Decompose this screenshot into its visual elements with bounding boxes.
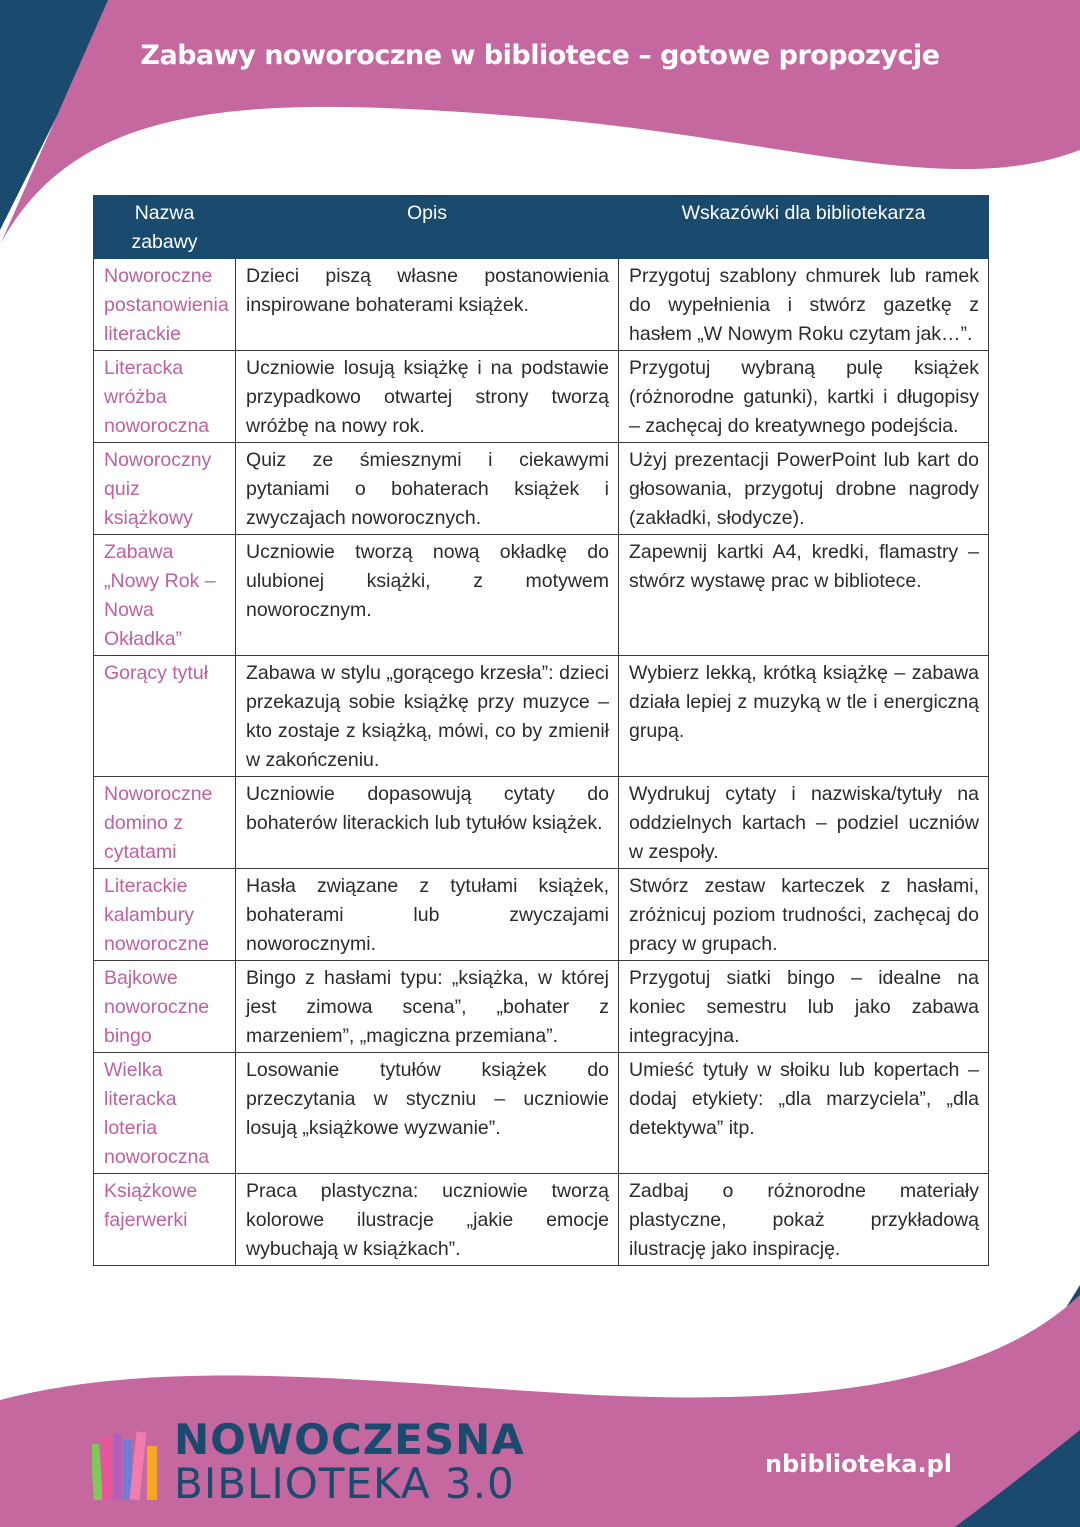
librarian-tips: Użyj prezentacji PowerPoint lub kart do głosowania, przygotuj drobne nagrody (zakładki, słodycze). (619, 443, 989, 535)
book-spines-icon (92, 1430, 164, 1502)
table-row (94, 1174, 989, 1266)
librarian-tips: Przygotuj wybraną pulę książek (różnorodne gatunki), kartki i długopisy – zachęcaj do kreatywnego podejścia. (619, 351, 989, 443)
game-name: Noworoczne postanowienia literackie (94, 259, 236, 351)
column-header-description: Opis (236, 196, 619, 259)
table-row (94, 656, 989, 777)
librarian-tips: Zadbaj o różnorodne materiały plastyczne, pokaż przykładową ilustrację jako inspirację. (619, 1174, 989, 1266)
column-header-tips: Wskazówki dla bibliotekarza (619, 196, 989, 259)
librarian-tips: Przygotuj siatki bingo – idealne na koniec semestru lub jako zabawa integracyjna. (619, 961, 989, 1053)
game-description: Hasła związane z tytułami książek, bohaterami lub zwyczajami noworocznymi. (236, 869, 619, 961)
librarian-tips: Zapewnij kartki A4, kredki, flamastry – stwórz wystawę prac w bibliotece. (619, 535, 989, 656)
librarian-tips: Umieść tytuły w słoiku lub kopertach – dodaj etykiety: „dla marzyciela”, „dla detektywa” itp. (619, 1053, 989, 1174)
game-description: Bingo z hasłami typu: „książka, w której jest zimowa scena”, „bohater z marzeniem”, „magiczna przemiana”. (236, 961, 619, 1053)
game-name: Noworoczne domino z cytatami (94, 777, 236, 869)
game-name: Literackie kalambury noworoczne (94, 869, 236, 961)
game-description: Uczniowie losują książkę i na podstawie przypadkowo otwartej strony tworzą wróżbę na nowy rok. (236, 351, 619, 443)
game-description: Praca plastyczna: uczniowie tworzą kolorowe ilustracje „jakie emocje wybuchają w książkach”. (236, 1174, 619, 1266)
librarian-tips: Przygotuj szablony chmurek lub ramek do wypełnienia i stwórz gazetkę z hasłem „W Nowym Roku czytam jak…”. (619, 259, 989, 351)
game-name: Bajkowe noworoczne bingo (94, 961, 236, 1053)
game-name: Wielka literacka loteria noworoczna (94, 1053, 236, 1174)
logo (92, 1415, 525, 1508)
table-row (94, 777, 989, 869)
librarian-tips: Wybierz lekką, krótką książkę – zabawa działa lepiej z muzyką w tle i energiczną grupą. (619, 656, 989, 777)
game-description: Dzieci piszą własne postanowienia inspirowane bohaterami książek. (236, 259, 619, 351)
games-table (93, 195, 989, 1266)
table-row (94, 351, 989, 443)
game-name: Literacka wróżba noworoczna (94, 351, 236, 443)
game-description: Losowanie tytułów książek do przeczytania w styczniu – uczniowie losują „książkowe wyzwanie”. (236, 1053, 619, 1174)
table-row (94, 1053, 989, 1174)
librarian-tips: Wydrukuj cytaty i nazwiska/tytuły na oddzielnych kartach – podziel uczniów w zespoły. (619, 777, 989, 869)
game-name: Książkowe fajerwerki (94, 1174, 236, 1266)
logo-text-top: NOWOCZESNA (174, 1415, 525, 1464)
game-description: Uczniowie dopasowują cytaty do bohaterów literackich lub tytułów książek. (236, 777, 619, 869)
table-row (94, 961, 989, 1053)
column-header-name: Nazwa zabawy (94, 196, 236, 259)
game-description: Zabawa w stylu „gorącego krzesła”: dzieci przekazują sobie książkę przy muzyce – kto zostaje z książką, mówi, co by zmienił w zakończeniu. (236, 656, 619, 777)
librarian-tips: Stwórz zestaw karteczek z hasłami, zróżnicuj poziom trudności, zachęcaj do pracy w grupach. (619, 869, 989, 961)
game-name: Gorący tytuł (94, 656, 236, 777)
table-row (94, 443, 989, 535)
table-header-row (94, 196, 989, 259)
table-row (94, 535, 989, 656)
table-row (94, 869, 989, 961)
website-link[interactable]: nbiblioteka.pl (764, 1450, 952, 1478)
game-description: Uczniowie tworzą nową okładkę do ulubionej książki, z motywem noworocznym. (236, 535, 619, 656)
table-row (94, 259, 989, 351)
game-name: Noworoczny quiz książkowy (94, 443, 236, 535)
game-name: Zabawa „Nowy Rok – Nowa Okładka” (94, 535, 236, 656)
logo-text-bottom: BIBLIOTEKA 3.0 (174, 1459, 515, 1508)
game-description: Quiz ze śmiesznymi i ciekawymi pytaniami o bohaterach książek i zwyczajach noworocznych. (236, 443, 619, 535)
page-title: Zabawy noworoczne w bibliotece – gotowe propozycje (140, 40, 940, 71)
